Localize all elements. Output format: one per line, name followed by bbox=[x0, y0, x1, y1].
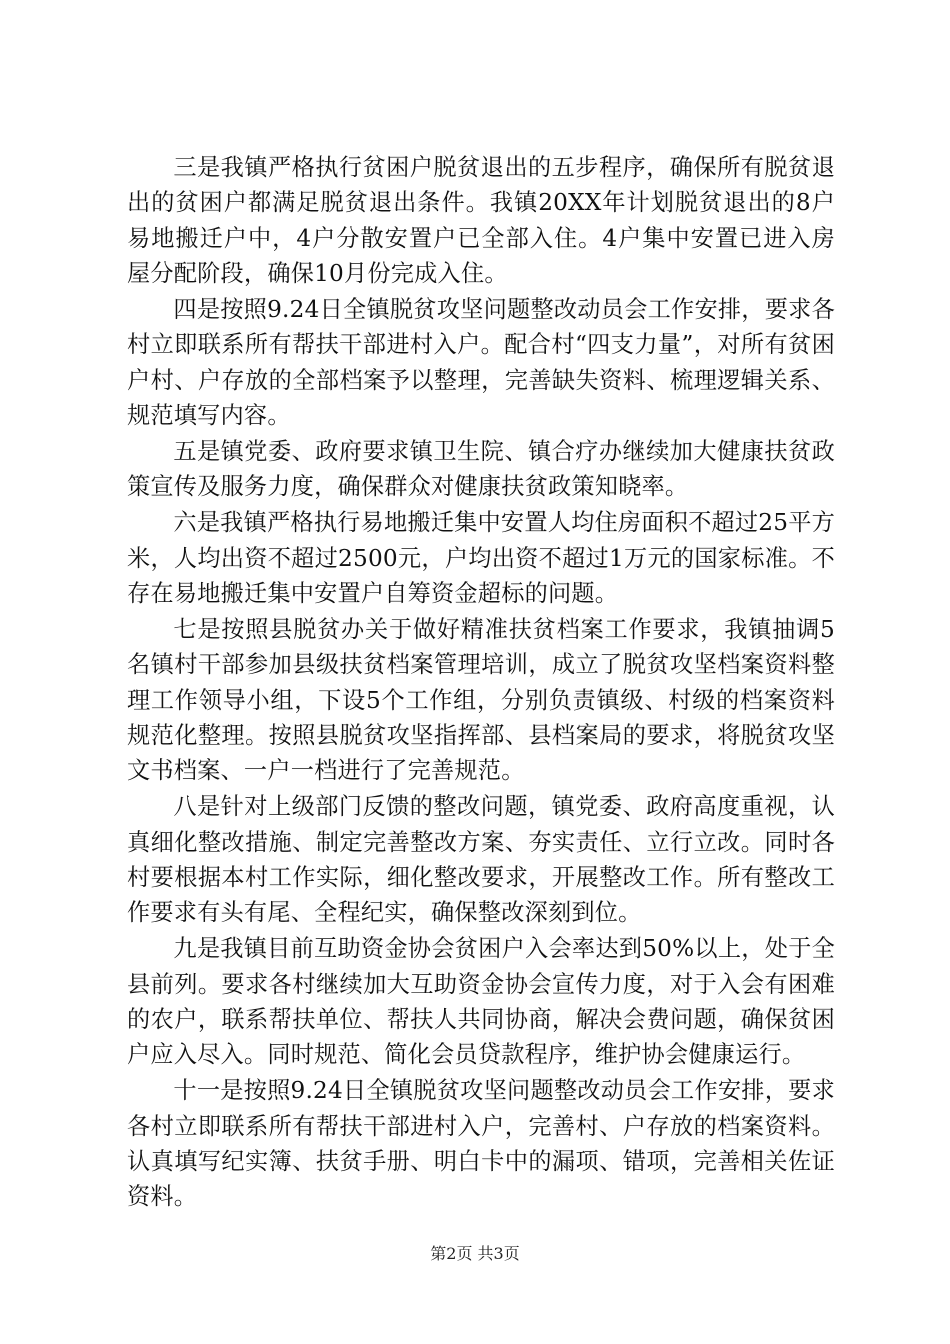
paragraph-5: 五是镇党委、政府要求镇卫生院、镇合疗办继续加大健康扶贫政策宣传及服务力度，确保群众对健康扶贫政策知晓率。 bbox=[127, 437, 835, 501]
document-body bbox=[127, 150, 835, 1214]
paragraph-4: 四是按照9.24日全镇脱贫攻坚问题整改动员会工作安排，要求各村立即联系所有帮扶干部进村入户。配合村“四支力量”，对所有贫困户村、户存放的全部档案予以整理，完善缺失资料、梳理逻辑关系、规范填写内容。 bbox=[127, 295, 835, 429]
paragraph-6: 六是我镇严格执行易地搬迁集中安置人均住房面积不超过25平方米，人均出资不超过2500元，户均出资不超过1万元的国家标准。不存在易地搬迁集中安置户自筹资金超标的问题。 bbox=[127, 509, 835, 607]
paragraph-7: 七是按照县脱贫办关于做好精准扶贫档案工作要求，我镇抽调5名镇村干部参加县级扶贫档案管理培训，成立了脱贫攻坚档案资料整理工作领导小组，下设5个工作组，分别负责镇级、村级的档案资料规范化整理。按照县脱贫攻坚指挥部、县档案局的要求，将脱贫攻坚文书档案、一户一档进行了完善规范。 bbox=[127, 616, 835, 785]
paragraph-9: 九是我镇目前互助资金协会贫困户入会率达到50%以上，处于全县前列。要求各村继续加大互助资金协会宣传力度，对于入会有困难的农户，联系帮扶单位、帮扶人共同协商，解决会费问题，确保贫困户应入尽入。同时规范、简化会员贷款程序，维护协会健康运行。 bbox=[127, 935, 835, 1069]
page-footer: 第2页 共3页 bbox=[430, 1244, 520, 1263]
paragraph-3: 三是我镇严格执行贫困户脱贫退出的五步程序，确保所有脱贫退出的贫困户都满足脱贫退出条件。我镇20XX年计划脱贫退出的8户易地搬迁户中，4户分散安置户已全部入住。4户集中安置已进入房屋分配阶段，确保10月份完成入住。 bbox=[127, 154, 835, 287]
paragraph-8: 八是针对上级部门反馈的整改问题，镇党委、政府高度重视，认真细化整改措施、制定完善整改方案、夯实责任、立行立改。同时各村要根据本村工作实际，细化整改要求，开展整改工作。所有整改工作要求有头有尾、全程纪实，确保整改深刻到位。 bbox=[127, 793, 835, 927]
paragraph-11: 十一是按照9.24日全镇脱贫攻坚问题整改动员会工作安排，要求各村立即联系所有帮扶干部进村入户，完善村、户存放的档案资料。认真填写纪实簿、扶贫手册、明白卡中的漏项、错项，完善相关佐证资料。 bbox=[127, 1077, 835, 1211]
